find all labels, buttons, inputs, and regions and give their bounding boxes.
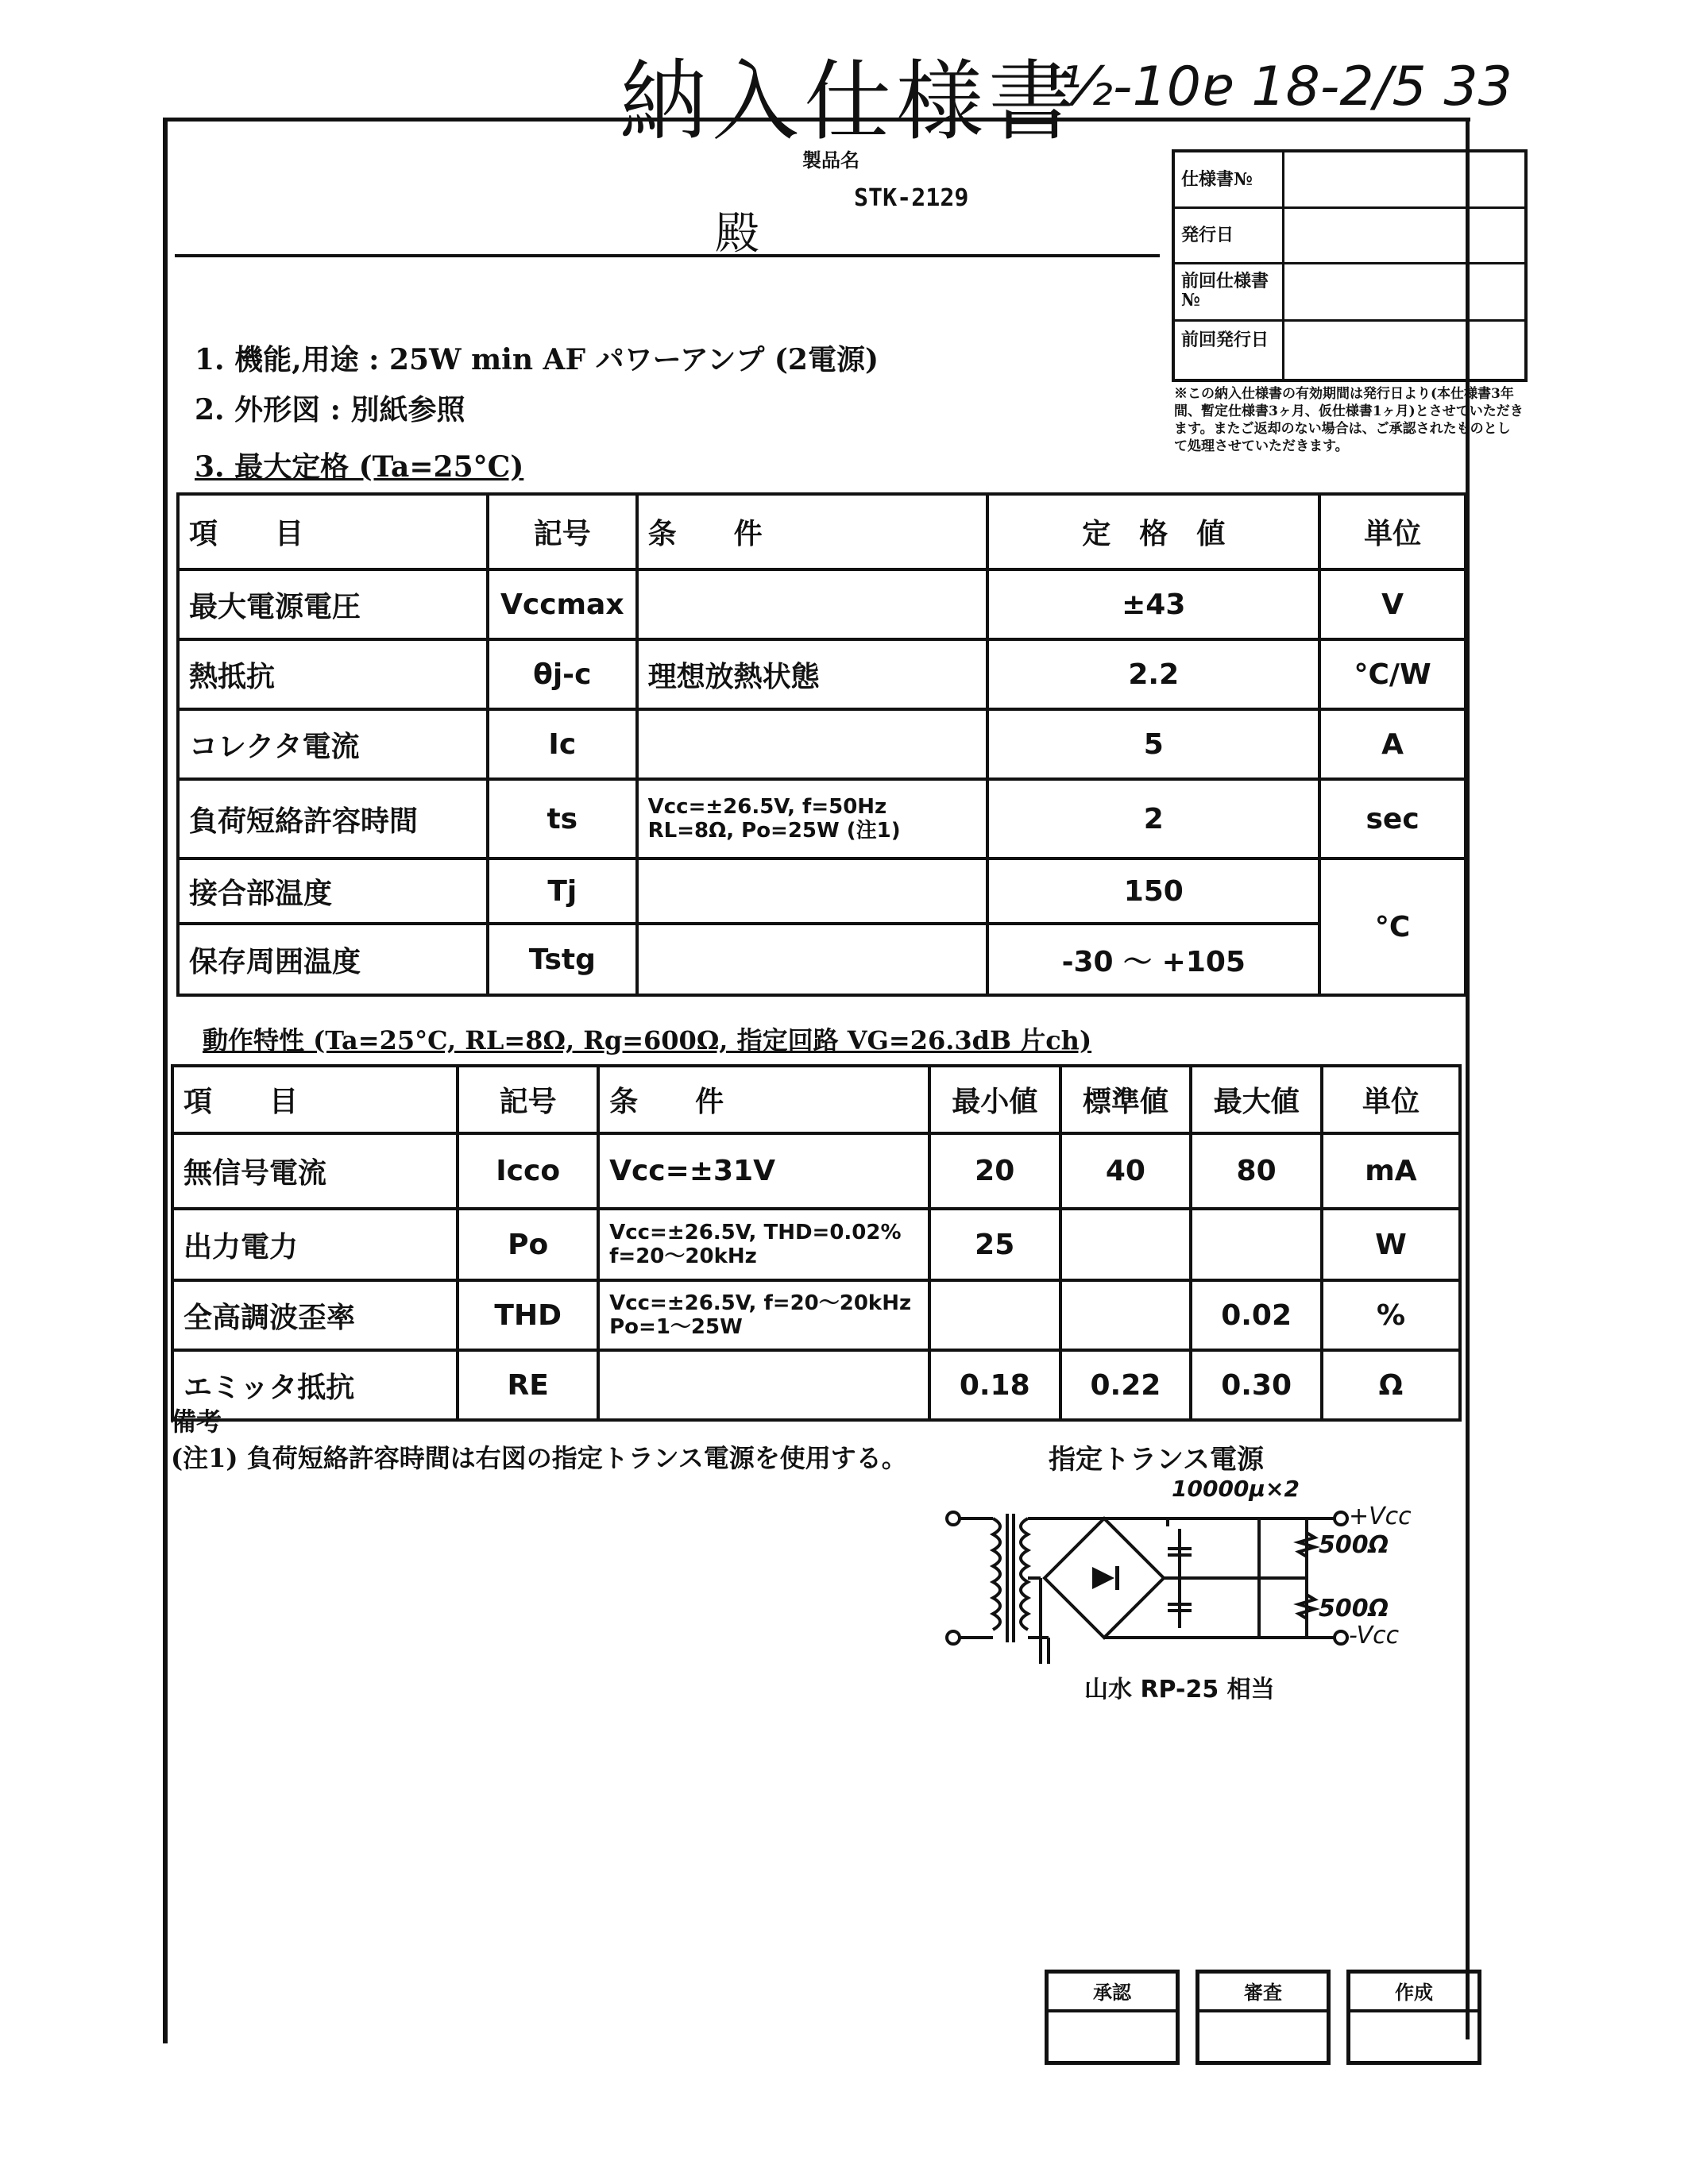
- cell-unit: %: [1322, 1280, 1460, 1350]
- spec-row-label: 前回発行日: [1181, 330, 1269, 350]
- cell-condition: [637, 709, 988, 779]
- stamp-label: 作成: [1350, 1977, 1477, 2012]
- col-symbol: 記号: [488, 494, 637, 569]
- spec-row-label: 発行日: [1181, 225, 1234, 245]
- col-rating: 定 格 値: [987, 494, 1319, 569]
- cell-item: エミッタ抵抗: [172, 1350, 458, 1420]
- cell-unit: mA: [1322, 1133, 1460, 1209]
- vcc-minus-label: -Vcc: [1349, 1622, 1400, 1650]
- col-unit: 単位: [1322, 1066, 1460, 1133]
- cell-symbol: Po: [458, 1209, 598, 1280]
- section-function: 1. 機能,用途 : 25W min AF パワーアンプ (2電源): [195, 343, 879, 376]
- table-row: [178, 779, 1466, 859]
- document-title: 納入仕様書: [620, 51, 1080, 152]
- spec-number-box: [1172, 149, 1528, 382]
- cell-symbol: ts: [488, 779, 637, 859]
- transformer-circuit: [937, 1476, 1430, 1742]
- cell-item: 熱抵抗: [178, 639, 488, 709]
- cell-unit: °C: [1319, 859, 1466, 995]
- transformer-model: 山水 RP-25 相当: [1084, 1676, 1275, 1704]
- col-condition: 条 件: [598, 1066, 929, 1133]
- stamp-review: [1196, 1970, 1331, 2065]
- cell-condition: [637, 859, 988, 924]
- cell-condition: [637, 569, 988, 639]
- cell-unit: sec: [1319, 779, 1466, 859]
- vcc-plus-label: +Vcc: [1349, 1503, 1412, 1530]
- transformer-title: 指定トランス電源: [1049, 1444, 1264, 1476]
- cell-min: 0.18: [929, 1350, 1060, 1420]
- table-row: [172, 1280, 1460, 1350]
- table-header-row: [172, 1066, 1460, 1133]
- cell-max: 0.30: [1191, 1350, 1322, 1420]
- table-row: [178, 569, 1466, 639]
- cell-condition: 理想放熱状態: [637, 639, 988, 709]
- validity-notice: ※この納入仕様書の有効期間は発行日より(本仕様書3年間、暫定仕様書3ヶ月、仮仕様書1ヶ月)とさせていただきます。またご返却のない場合は、ご承認されたものとして処理させていただきます。: [1174, 386, 1524, 454]
- cell-condition: Vcc=±31V: [598, 1133, 929, 1209]
- capacitor-label: 10000μ×2: [1172, 1476, 1300, 1502]
- col-min: 最小値: [929, 1066, 1060, 1133]
- cell-unit: V: [1319, 569, 1466, 639]
- col-unit: 単位: [1319, 494, 1466, 569]
- table-row: [178, 924, 1466, 995]
- col-symbol: 記号: [458, 1066, 598, 1133]
- spec-row-prev-number: [1175, 262, 1524, 322]
- cell-typ: [1060, 1280, 1192, 1350]
- max-ratings-table: [176, 492, 1467, 997]
- remarks-note1: (注1) 負荷短絡許容時間は右図の指定トランス電源を使用する。: [171, 1443, 907, 1473]
- spec-row-label: 前回仕様書№: [1181, 271, 1269, 311]
- cell-typ: [1060, 1209, 1192, 1280]
- cell-value: 150: [987, 859, 1319, 924]
- cell-unit: Ω: [1322, 1350, 1460, 1420]
- spec-row-issue-date: [1175, 206, 1524, 264]
- cell-item: 最大電源電圧: [178, 569, 488, 639]
- cell-symbol: Icco: [458, 1133, 598, 1209]
- table-row: [178, 859, 1466, 924]
- cell-symbol: Tstg: [488, 924, 637, 995]
- cell-max: 0.02: [1191, 1280, 1322, 1350]
- cell-item: 接合部温度: [178, 859, 488, 924]
- addressee-suffix: 殿: [715, 208, 759, 260]
- resistor1-label: 500Ω: [1319, 1531, 1389, 1559]
- table-row: [172, 1133, 1460, 1209]
- table-row: [178, 639, 1466, 709]
- cell-item: 出力電力: [172, 1209, 458, 1280]
- cell-min: 20: [929, 1133, 1060, 1209]
- cell-unit: °C/W: [1319, 639, 1466, 709]
- stamp-label: 承認: [1049, 1977, 1176, 2012]
- product-name: STK-2129: [854, 184, 969, 212]
- cell-symbol: θj-c: [488, 639, 637, 709]
- operating-table: [171, 1064, 1462, 1422]
- spec-row-prev-date: [1175, 319, 1524, 376]
- cell-condition: Vcc=±26.5V, f=20～20kHz Po=1～25W: [598, 1280, 929, 1350]
- spec-row-number: [1175, 152, 1524, 209]
- cell-condition: [637, 924, 988, 995]
- col-max: 最大値: [1191, 1066, 1322, 1133]
- cell-item: 負荷短絡許容時間: [178, 779, 488, 859]
- cell-symbol: Ic: [488, 709, 637, 779]
- cell-item: 無信号電流: [172, 1133, 458, 1209]
- cell-symbol: RE: [458, 1350, 598, 1420]
- cell-symbol: Vccmax: [488, 569, 637, 639]
- cell-item: コレクタ電流: [178, 709, 488, 779]
- resistor2-label: 500Ω: [1319, 1595, 1389, 1623]
- table-header-row: [178, 494, 1466, 569]
- cell-unit: A: [1319, 709, 1466, 779]
- spec-row-label: 仕様書№: [1181, 169, 1253, 190]
- stamp-create: [1346, 1970, 1481, 2065]
- col-condition: 条 件: [637, 494, 988, 569]
- remarks-block: [171, 1402, 907, 1475]
- cell-value: ±43: [987, 569, 1319, 639]
- addressee-line: [175, 254, 1160, 257]
- cell-symbol: Tj: [488, 859, 637, 924]
- cell-value: 2: [987, 779, 1319, 859]
- table-row: [172, 1209, 1460, 1280]
- cell-condition: Vcc=±26.5V, THD=0.02% f=20～20kHz: [598, 1209, 929, 1280]
- section-outline: 2. 外形図 : 別紙参照: [195, 393, 465, 426]
- cell-max: [1191, 1209, 1322, 1280]
- cell-unit: W: [1322, 1209, 1460, 1280]
- cell-max: 80: [1191, 1133, 1322, 1209]
- cell-value: 2.2: [987, 639, 1319, 709]
- cell-min: 25: [929, 1209, 1060, 1280]
- remarks-label: 備考: [171, 1406, 222, 1437]
- section-max-ratings: 3. 最大定格 (Ta=25°C): [195, 450, 524, 484]
- cell-typ: 0.22: [1060, 1350, 1192, 1420]
- table-row: [178, 709, 1466, 779]
- section-operating: 動作特性 (Ta=25°C, RL=8Ω, Rg=600Ω, 指定回路 VG=26.3dB 片ch): [203, 1025, 1092, 1055]
- cell-value: -30 ～ +105: [987, 924, 1319, 995]
- cell-item: 全高調波歪率: [172, 1280, 458, 1350]
- stamp-approve: [1045, 1970, 1180, 2065]
- cell-symbol: THD: [458, 1280, 598, 1350]
- product-label: 製品名: [802, 149, 859, 172]
- cell-min: [929, 1280, 1060, 1350]
- stamp-label: 審査: [1199, 1977, 1327, 2012]
- col-item: 項 目: [178, 494, 488, 569]
- cell-condition: Vcc=±26.5V, f=50Hz RL=8Ω, Po=25W (注1): [637, 779, 988, 859]
- cell-value: 5: [987, 709, 1319, 779]
- handwritten-note: ½-10ɐ 18-2/5 33: [1060, 56, 1512, 118]
- cell-typ: 40: [1060, 1133, 1192, 1209]
- cell-item: 保存周囲温度: [178, 924, 488, 995]
- col-typ: 標準値: [1060, 1066, 1192, 1133]
- col-item: 項 目: [172, 1066, 458, 1133]
